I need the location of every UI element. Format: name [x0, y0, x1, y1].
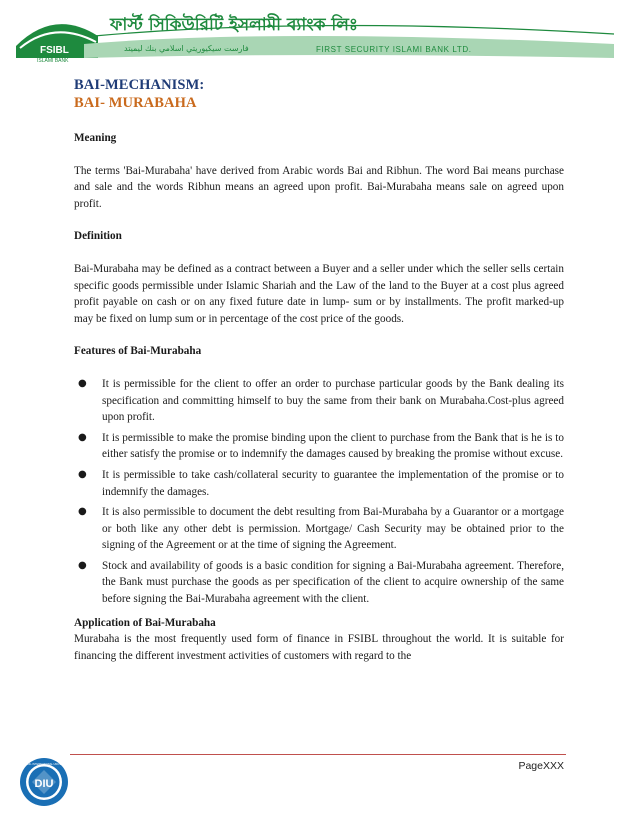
- fsibl-header-logo: [14, 6, 622, 64]
- bank-name-bangla: ফার্স্ট সিকিউরিটি ইসলামী ব্যাংক লিঃ: [110, 15, 358, 35]
- page-number: PageXXX: [518, 760, 564, 772]
- feature-text: Stock and availability of goods is a basic condition for signing a Bai-Murabaha agreement. Therefore, the Bank must purchase the goods as per specification of the client to acquire ownership of the same before signing the Bai-Murabaha agreement with the client.: [102, 559, 564, 606]
- list-item: [78, 467, 564, 500]
- list-item: [78, 376, 564, 426]
- fsibl-logo-subtext: ISLAMI BANK: [37, 58, 69, 64]
- list-item: [78, 504, 564, 554]
- diu-logo-icon: [18, 756, 70, 808]
- paragraph-definition: Bai-Murabaha may be defined as a contract between a Buyer and a seller under which the seller sells certain specific goods permissible under Islamic Shariah and the Law of the land to the Buyer at a cost plus agreed profit payable on cash or on any fixed future date in lump- sum or by installments. The profit marked-up may be fixed on lump sum or in percentage of the cost price of the goods.: [74, 262, 564, 325]
- heading-meaning: Meaning: [74, 132, 117, 144]
- diu-logo-text: DIU: [34, 778, 54, 790]
- heading-definition: Definition: [74, 230, 122, 243]
- document-body: [74, 76, 564, 664]
- paragraph-meaning: The terms 'Bai-Murabaha' have derived from Arabic words Bai and Ribhun. The word Bai means purchase and sale and the words Ribhun means an agreed upon profit. Bai-Murabaha means sale on agreed upon profit.: [74, 164, 564, 210]
- features-list: [74, 376, 564, 608]
- paragraph-application: Murabaha is the most frequently used form of finance in FSIBL throughout the world. It is suitable for financing the different investment activities of customers with regard to the: [74, 633, 564, 662]
- heading-application: Application of Bai-Murabaha: [74, 616, 216, 629]
- footer-divider: [70, 754, 566, 755]
- list-item: [78, 558, 564, 608]
- bullet-icon: ●: [78, 431, 87, 443]
- bullet-icon: ●: [78, 377, 87, 389]
- bank-name-arabic: فارست سيكيوريتي اسلامي بنك ليميتد: [124, 44, 249, 53]
- feature-text: It is permissible to make the promise binding upon the client to purchase from the Bank that is he is to either satisfy the promise or to indemnify the damages caused by breaking the promise without excuse.: [102, 431, 564, 461]
- diu-logo-ring-text: DAFFODIL INTERNATIONAL UNIVERSITY: [18, 763, 70, 766]
- title-bai-murabaha: BAI- MURABAHA: [74, 95, 197, 111]
- bullet-icon: ●: [78, 468, 87, 480]
- bullet-icon: ●: [78, 559, 87, 571]
- feature-text: It is also permissible to document the debt resulting from Bai-Murabaha by a Guarantor or a mortgage or both like any other debt is permission. Mortgage/ Cash Security may be obtained prior to the signing of the Agreement or at the time of signing the Agreement.: [102, 506, 564, 552]
- feature-text: It is permissible for the client to offer an order to purchase particular goods by the Bank dealing its specification and committing himself to buy the same from their bank on Murabaha.Cost-plus agreed upon profit.: [102, 377, 564, 424]
- list-item: [78, 430, 564, 463]
- heading-features: Features of Bai-Murabaha: [74, 345, 202, 358]
- feature-text: It is permissible to take cash/collateral security to guarantee the implementation of the promise or to indemnify the damages.: [102, 468, 564, 498]
- fsibl-logo-text: FSIBL: [40, 45, 69, 56]
- bullet-icon: ●: [78, 506, 87, 518]
- bank-name-english: FIRST SECURITY ISLAMI BANK LTD.: [316, 45, 472, 54]
- title-bai-mechanism: BAI-MECHANISM:: [74, 77, 205, 93]
